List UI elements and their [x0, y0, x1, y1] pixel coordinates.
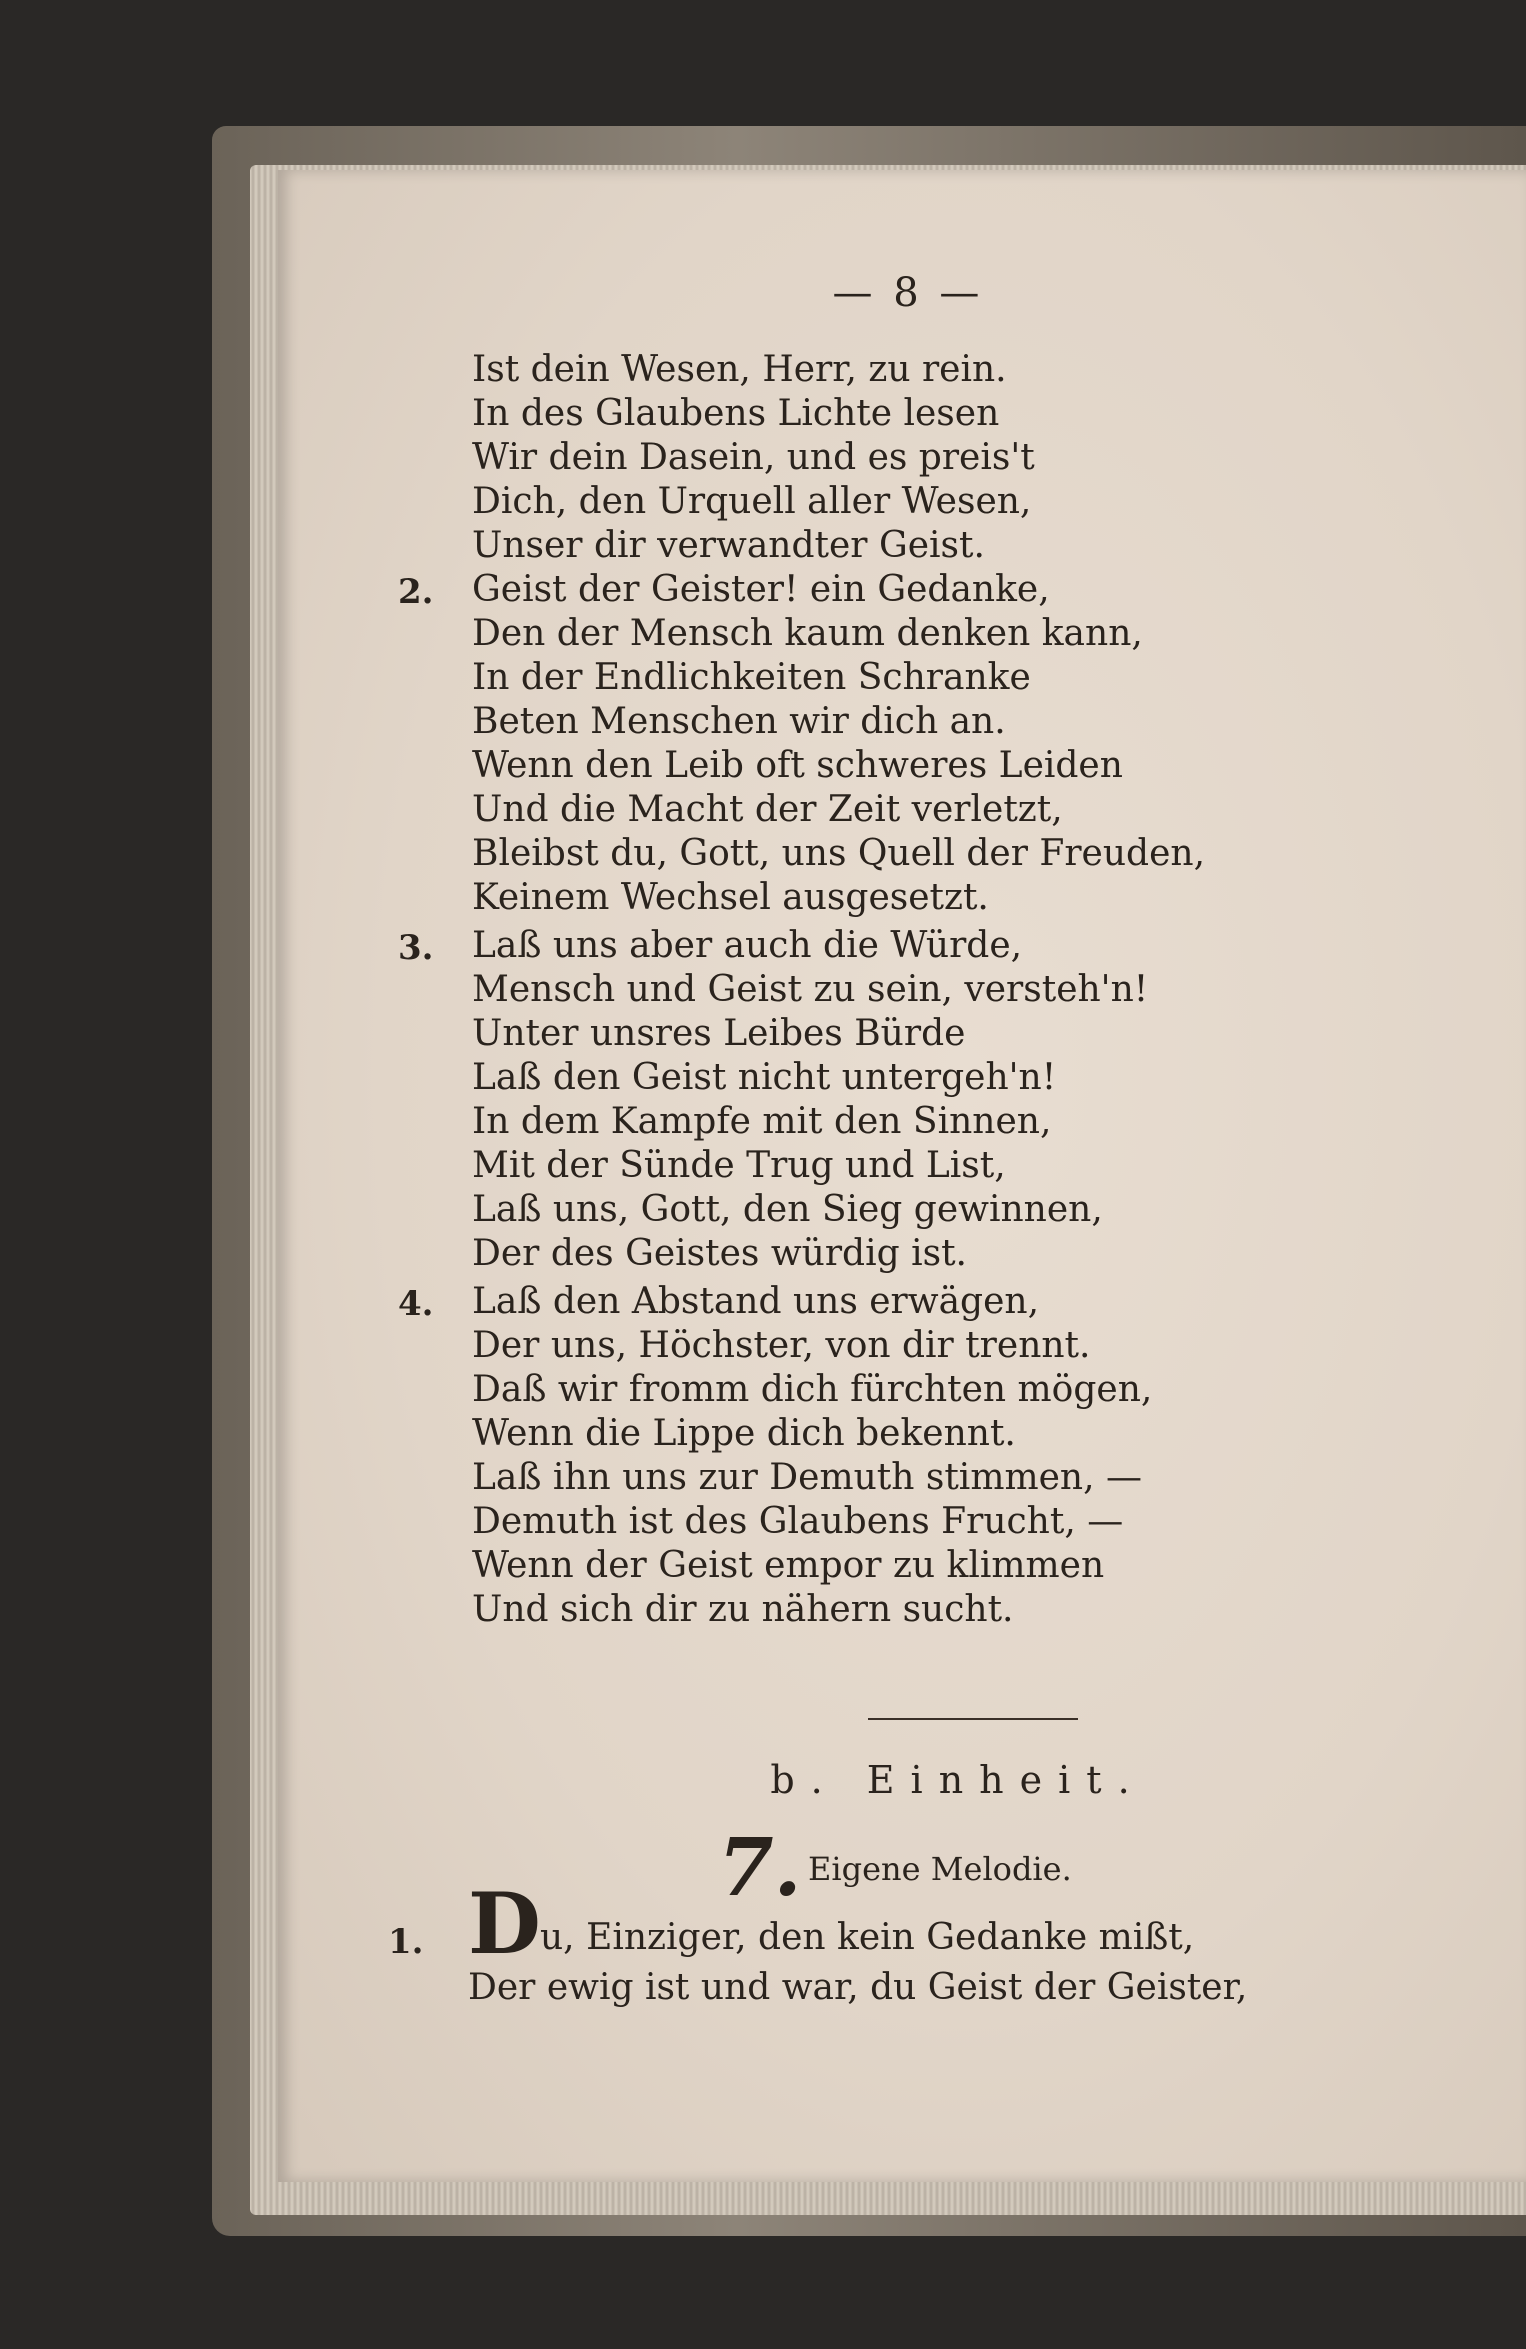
verse-line: Unser dir verwandter Geist.	[472, 525, 985, 566]
stanza-number: 1.	[388, 1922, 424, 1962]
verse-line: Laß den Geist nicht untergeh'n!	[472, 1057, 1057, 1098]
verse-line: Keinem Wechsel ausgesetzt.	[472, 877, 989, 918]
verse-line: Demuth ist des Glaubens Frucht, —	[472, 1501, 1124, 1542]
verse-line: Bleibst du, Gott, uns Quell der Freuden,	[472, 833, 1206, 874]
verse-line: Wenn die Lippe dich bekennt.	[472, 1413, 1016, 1454]
verse-line: Wenn den Leib oft schweres Leiden	[472, 745, 1123, 786]
verse-line: Der uns, Höchster, von dir trennt.	[472, 1325, 1091, 1366]
verse-line: Mensch und Geist zu sein, versteh'n!	[472, 969, 1149, 1010]
verse-line: In der Endlichkeiten Schranke	[472, 657, 1031, 698]
verse-line: Unter unsres Leibes Bürde	[472, 1013, 966, 1054]
verse-line: In dem Kampfe mit den Sinnen,	[472, 1101, 1052, 1142]
verse-line: Laß uns, Gott, den Sieg gewinnen,	[472, 1189, 1103, 1230]
stanza-number: 4.	[398, 1284, 434, 1324]
verse-line: Daß wir fromm dich fürchten mögen,	[472, 1369, 1153, 1410]
drop-cap: D	[468, 1874, 541, 1973]
page-number: — 8 —	[832, 270, 984, 316]
verse-line: Laß uns aber auch die Würde,	[472, 925, 1023, 966]
section-heading: b. Einheit.	[770, 1758, 1146, 1802]
verse-line: Laß den Abstand uns erwägen,	[472, 1281, 1040, 1322]
verse-line: Und sich dir zu nähern sucht.	[472, 1589, 1014, 1630]
verse-line: Laß ihn uns zur Demuth stimmen, —	[472, 1457, 1142, 1498]
verse-line: In des Glaubens Lichte lesen	[472, 393, 1000, 434]
stanza-number: 3.	[398, 928, 434, 968]
verse-line: Ist dein Wesen, Herr, zu rein.	[472, 349, 1007, 390]
verse-line: Der ewig ist und war, du Geist der Geister,	[468, 1967, 1248, 2008]
verse-line: Wir dein Dasein, und es preis't	[472, 437, 1035, 478]
verse-line: Mit der Sünde Trug und List,	[472, 1145, 1006, 1186]
book-page	[278, 170, 1526, 2182]
verse-line: Wenn der Geist empor zu klimmen	[472, 1545, 1105, 1586]
verse-line: u, Einziger, den kein Gedanke mißt,	[540, 1917, 1195, 1958]
verse-line: Geist der Geister! ein Gedanke,	[472, 569, 1050, 610]
section-divider	[868, 1718, 1078, 1720]
verse-line: Dich, den Urquell aller Wesen,	[472, 481, 1032, 522]
hymn-number: 7.	[718, 1820, 802, 1914]
verse-line: Den der Mensch kaum denken kann,	[472, 613, 1143, 654]
melody-label: Eigene Melodie.	[808, 1850, 1072, 1888]
page-text	[278, 170, 1526, 2182]
verse-line: Und die Macht der Zeit verletzt,	[472, 789, 1063, 830]
verse-line: Beten Menschen wir dich an.	[472, 701, 1006, 742]
verse-line: Der des Geistes würdig ist.	[472, 1233, 967, 1274]
stanza-number: 2.	[398, 572, 434, 612]
